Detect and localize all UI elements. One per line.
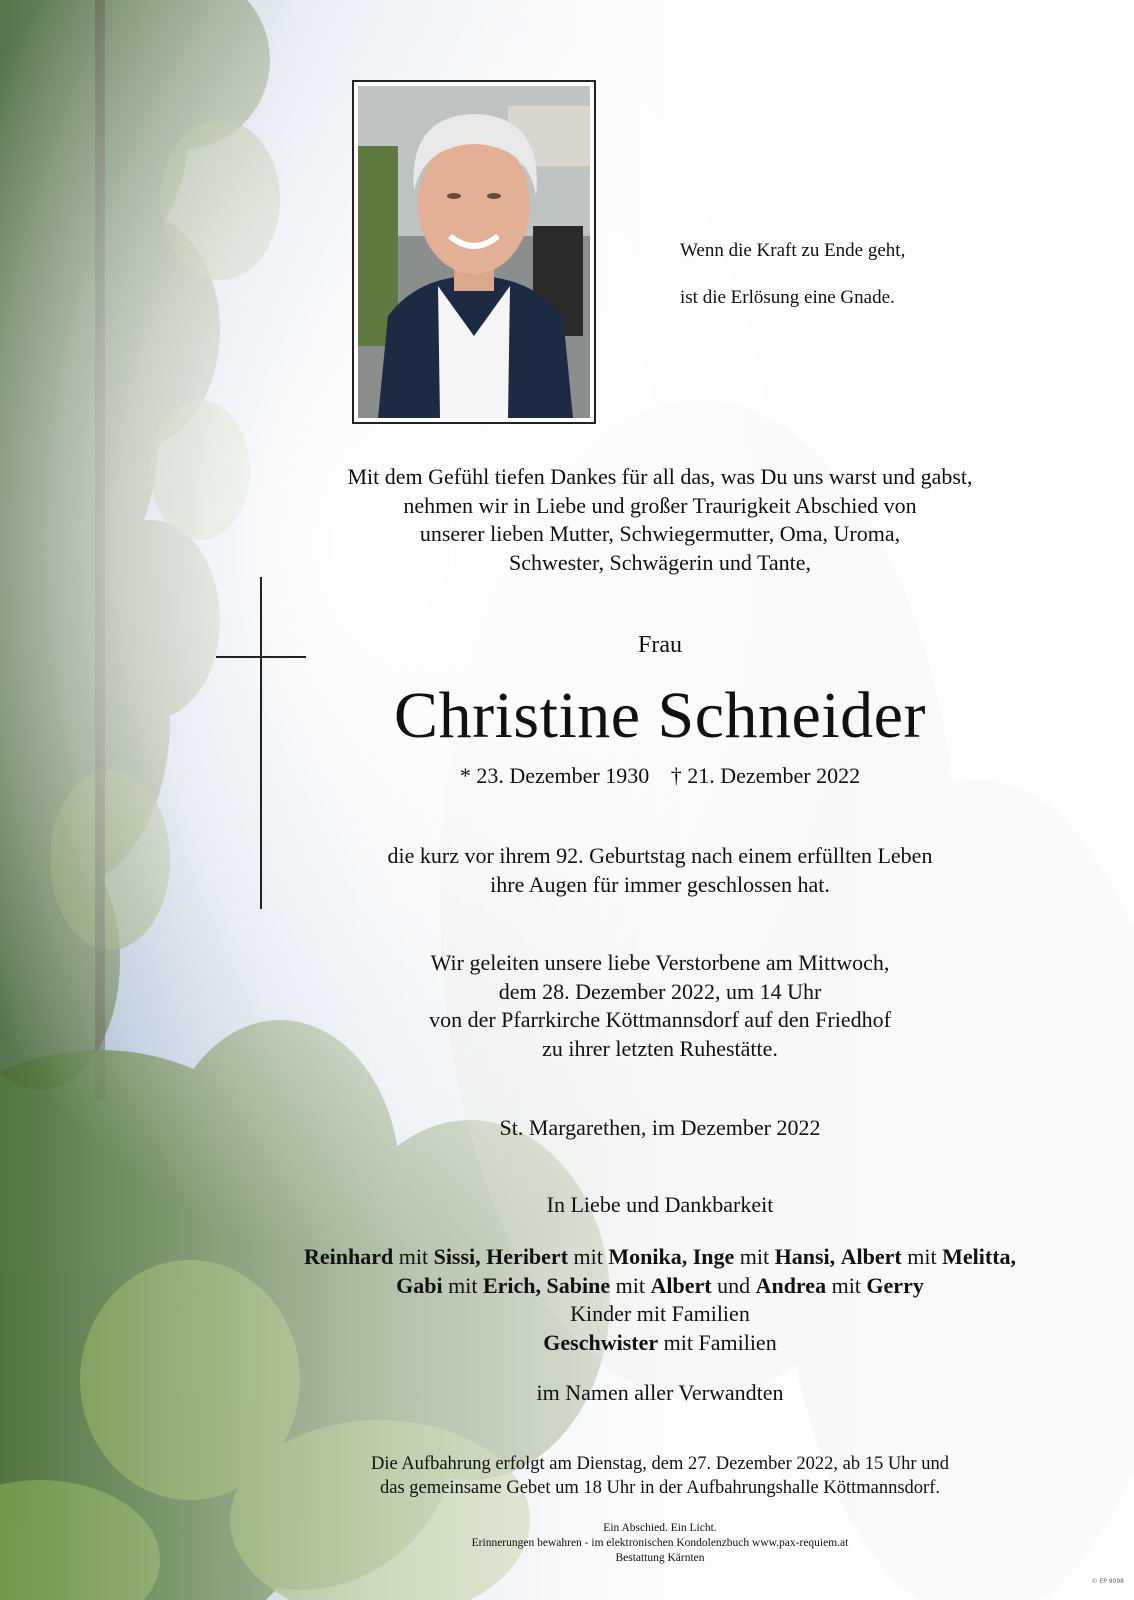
- funeral-line: zu ihrer letzten Ruhestätte.: [542, 1035, 778, 1061]
- family-name: Andrea: [755, 1272, 827, 1298]
- footer-line: Erinnerungen bewahren - im elektronischen Kondolenzbuch www.pax-requiem.at: [471, 1537, 849, 1549]
- viewing-line: Die Aufbahrung erfolgt am Dienstag, dem 27. Dezember 2022, ab 15 Uhr und: [371, 1454, 949, 1474]
- funeral-line: Wir geleiten unsere liebe Verstorbene am Mittwoch,: [430, 950, 890, 975]
- family-row-3: Kinder mit Familien: [570, 1301, 750, 1326]
- footer-line: Ein Abschied. Ein Licht.: [603, 1522, 717, 1534]
- relatives-line: im Namen aller Verwandten: [536, 1380, 784, 1405]
- family-name: Sissi,: [433, 1244, 481, 1269]
- intro-line: nehmen wir in Liebe und großer Traurigkeit Abschied von: [403, 492, 917, 518]
- memorial-quote: [680, 227, 980, 321]
- cross-horizontal-bar: [216, 656, 306, 658]
- family-row-1: [220, 1243, 1100, 1272]
- viewing-line: das gemeinsame Gebet um 18 Uhr in der Aufbahrungshalle Köttmannsdorf.: [379, 1478, 940, 1498]
- family-word: mit Familien: [663, 1329, 777, 1355]
- family-name: Erich,: [482, 1272, 542, 1298]
- portrait-photo: [358, 86, 590, 418]
- family-name: Geschwister: [543, 1329, 659, 1355]
- thanks-line: In Liebe und Dankbarkeit: [546, 1192, 774, 1217]
- family-name: Albert: [840, 1244, 902, 1269]
- funeral-paragraph: [310, 949, 1010, 1063]
- family-name: Gabi: [396, 1272, 443, 1298]
- quote-line-2: ist die Erlösung eine Gnade.: [680, 287, 895, 308]
- family-row-2: [220, 1272, 1100, 1301]
- family-name: Monika,: [608, 1244, 688, 1269]
- family-name: Inge: [692, 1244, 735, 1269]
- passing-paragraph: [310, 842, 1010, 899]
- intro-line: Schwester, Schwägerin und Tante,: [508, 549, 812, 575]
- viewing-notice: [280, 1452, 1040, 1500]
- death-date: † 21. Dezember 2022: [670, 763, 861, 788]
- place-and-date: St. Margarethen, im Dezember 2022: [499, 1115, 821, 1140]
- family-name: Albert: [650, 1272, 712, 1298]
- family-name: Hansi,: [774, 1244, 836, 1269]
- family-word: mit: [615, 1272, 645, 1298]
- footer-line: Bestattung Kärnten: [615, 1552, 705, 1564]
- life-dates: [310, 763, 1010, 789]
- intro-line: Mit dem Gefühl tiefen Dankes für all das, was Du uns warst und gabst,: [347, 464, 973, 489]
- family-name: Sabine: [546, 1272, 611, 1298]
- family-name: Reinhard: [303, 1244, 394, 1269]
- print-code: © EP 9098: [1091, 1578, 1124, 1585]
- deceased-name: Christine Schneider: [394, 679, 926, 752]
- intro-line: unserer lieben Mutter, Schwiegermutter, Oma, Uroma,: [419, 521, 901, 546]
- family-word: mit: [831, 1272, 861, 1298]
- family-word: und: [717, 1272, 751, 1298]
- family-word: mit: [907, 1244, 937, 1269]
- passing-line: ihre Augen für immer geschlossen hat.: [490, 871, 830, 897]
- family-list: [220, 1243, 1100, 1357]
- funeral-line: dem 28. Dezember 2022, um 14 Uhr: [498, 978, 822, 1004]
- family-word: mit: [573, 1244, 603, 1269]
- family-word: mit: [398, 1244, 429, 1269]
- family-word: mit: [739, 1244, 770, 1269]
- quote-line-1: Wenn die Kraft zu Ende geht,: [680, 240, 906, 261]
- family-name: Melitta,: [942, 1244, 1017, 1269]
- passing-line: die kurz vor ihrem 92. Geburtstag nach einem erfüllten Leben: [387, 843, 933, 868]
- intro-paragraph: [310, 463, 1010, 577]
- family-word: mit: [448, 1272, 478, 1298]
- birth-date: * 23. Dezember 1930: [459, 763, 650, 788]
- footer: [310, 1521, 1010, 1566]
- family-row-4: [220, 1329, 1100, 1358]
- family-name: Gerry: [866, 1272, 924, 1298]
- portrait-photo-frame: [352, 80, 596, 424]
- family-name: Heribert: [486, 1244, 569, 1269]
- funeral-line: von der Pfarrkirche Köttmannsdorf auf den Friedhof: [429, 1007, 891, 1032]
- salutation: Frau: [638, 632, 682, 658]
